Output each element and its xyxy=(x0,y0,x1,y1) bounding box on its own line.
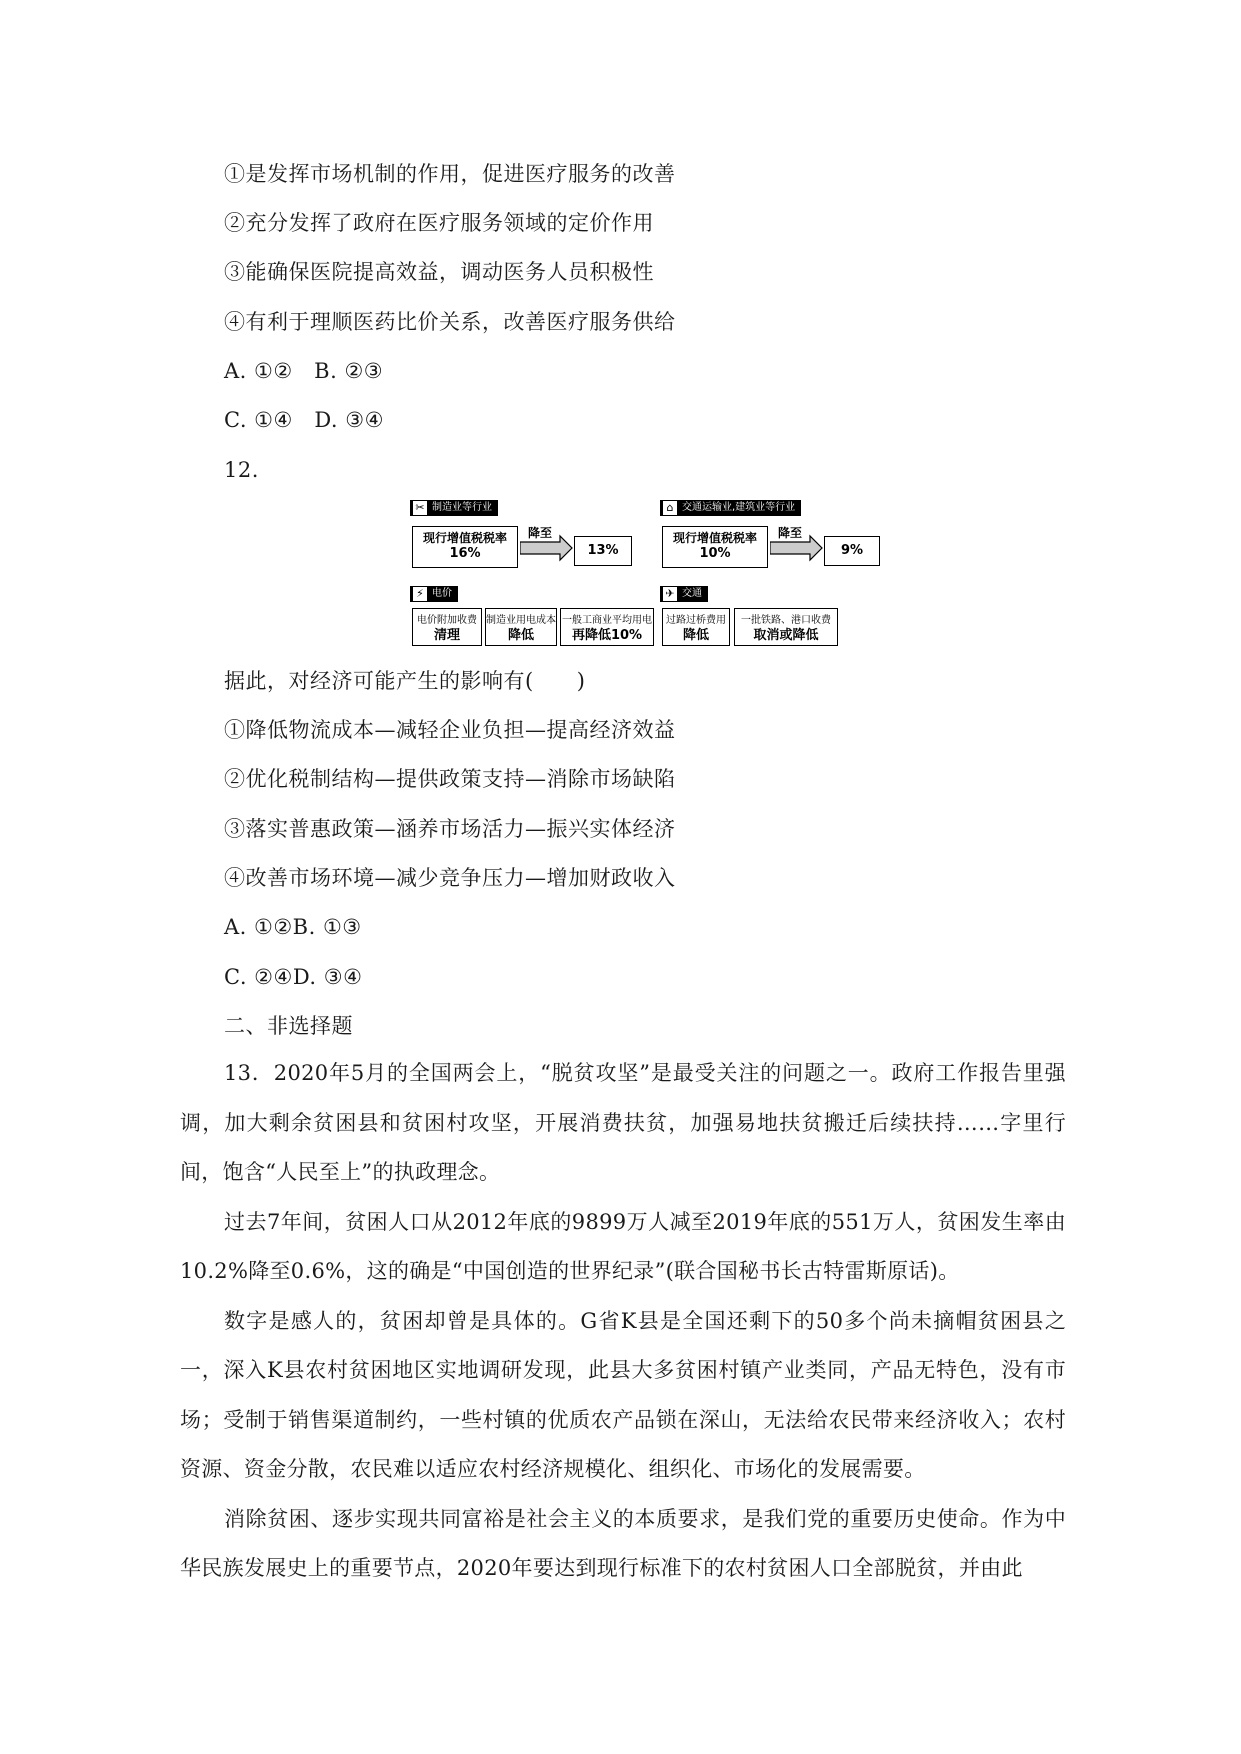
traffic-item-1: 过路过桥费用 降低 xyxy=(662,608,730,646)
q13-paragraph-3: 数字是感人的，贫困却曾是具体的。G省K县是全国还剩下的50多个尚未摘帽贫困县之一，深入K县农村贫困地区实地调研发现，此县大多贫困村镇产业类同，产品无特色，没有市场；受制于销售渠道制约，一些村镇的优质农产品锁在深山，无法给农民带来经济收入；农村资源、资金分散，农民难以适应农村经济规模化、组织化、市场化的发展需要。 xyxy=(180,1308,1066,1481)
manufacturing-current-rate-box: 现行增值税税率 16% xyxy=(412,526,518,568)
manufacturing-new-rate-box: 13% xyxy=(574,536,632,566)
q12-choice-ab: A. ①②B. ①③ xyxy=(224,915,362,939)
transport-arrow-label: 降至 xyxy=(778,526,803,540)
traffic-header: ✈ 交通 xyxy=(660,586,708,602)
q12-option-4: ④改善市场环境—减少竞争压力—增加财政收入 xyxy=(224,866,676,890)
q11-option-4: ④有利于理顺医药比价关系，改善医疗服务供给 xyxy=(224,310,676,334)
q12-option-3: ③落实普惠政策—涵养市场活力—振兴实体经济 xyxy=(224,817,676,841)
q13-paragraph-4: 消除贫困、逐步实现共同富裕是社会主义的本质要求，是我们党的重要历史使命。作为中华民族发展史上的重要节点，2020年要达到现行标准下的农村贫困人口全部脱贫，并由此 xyxy=(180,1506,1066,1580)
q13-paragraph-2: 过去7年间，贫困人口从2012年底的9899万人减至2019年底的551万人，贫困发生率由10.2%降至0.6%，这的确是“中国创造的世界纪录”(联合国秘书长古特雷斯原话)。 xyxy=(180,1209,1066,1283)
q12-number: 12. xyxy=(224,458,259,482)
manufacturing-arrow-label: 降至 xyxy=(528,526,553,540)
tax-cut-figure xyxy=(410,500,880,650)
q12-option-2: ②优化税制结构—提供政策支持—消除市场缺陷 xyxy=(224,767,676,791)
plug-icon: ⚡ xyxy=(413,587,427,601)
q12-option-1: ①降低物流成本—减轻企业负担—提高经济效益 xyxy=(224,718,676,742)
transport-current-rate-box: 现行增值税税率 10% xyxy=(662,526,768,568)
electricity-item-3: 一般工商业平均用电 再降低10% xyxy=(560,608,654,646)
q11-choice-cd: C. ①④ D. ③④ xyxy=(224,408,384,432)
transport-new-rate-box: 9% xyxy=(824,536,880,566)
traffic-item-2: 一批铁路、港口收费 取消或降低 xyxy=(734,608,838,646)
section-title: 二、非选择题 xyxy=(224,1014,353,1038)
electricity-item-1: 电价附加收费 清理 xyxy=(412,608,482,646)
q11-option-1: ①是发挥市场机制的作用，促进医疗服务的改善 xyxy=(224,162,676,186)
q12-choice-cd: C. ②④D. ③④ xyxy=(224,965,363,989)
electricity-item-2: 制造业用电成本 降低 xyxy=(485,608,557,646)
manufacturing-header: ✂ 制造业等行业 xyxy=(410,500,498,516)
transport-header: ⌂ 交通运输业,建筑业等行业 xyxy=(660,500,801,516)
q11-choice-ab: A. ①② B. ②③ xyxy=(224,359,384,383)
building-icon: ⌂ xyxy=(663,501,677,515)
tools-icon: ✂ xyxy=(413,501,427,515)
q11-option-3: ③能确保医院提高效益，调动医务人员积极性 xyxy=(224,260,654,284)
q11-option-2: ②充分发挥了政府在医疗服务领域的定价作用 xyxy=(224,211,654,235)
q13-body xyxy=(180,1049,1066,1594)
q13-paragraph-1: 13．2020年5月的全国两会上，“脱贫攻坚”是最受关注的问题之一。政府工作报告里强调，加大剩余贫困县和贫困村攻坚，开展消费扶贫，加强易地扶贫搬迁后续扶持……字里行间，饱含“人民至上”的执政理念。 xyxy=(180,1061,1066,1184)
electricity-header: ⚡ 电价 xyxy=(410,586,458,602)
q12-stem: 据此，对经济可能产生的影响有( ) xyxy=(224,669,586,693)
road-icon: ✈ xyxy=(663,587,677,601)
